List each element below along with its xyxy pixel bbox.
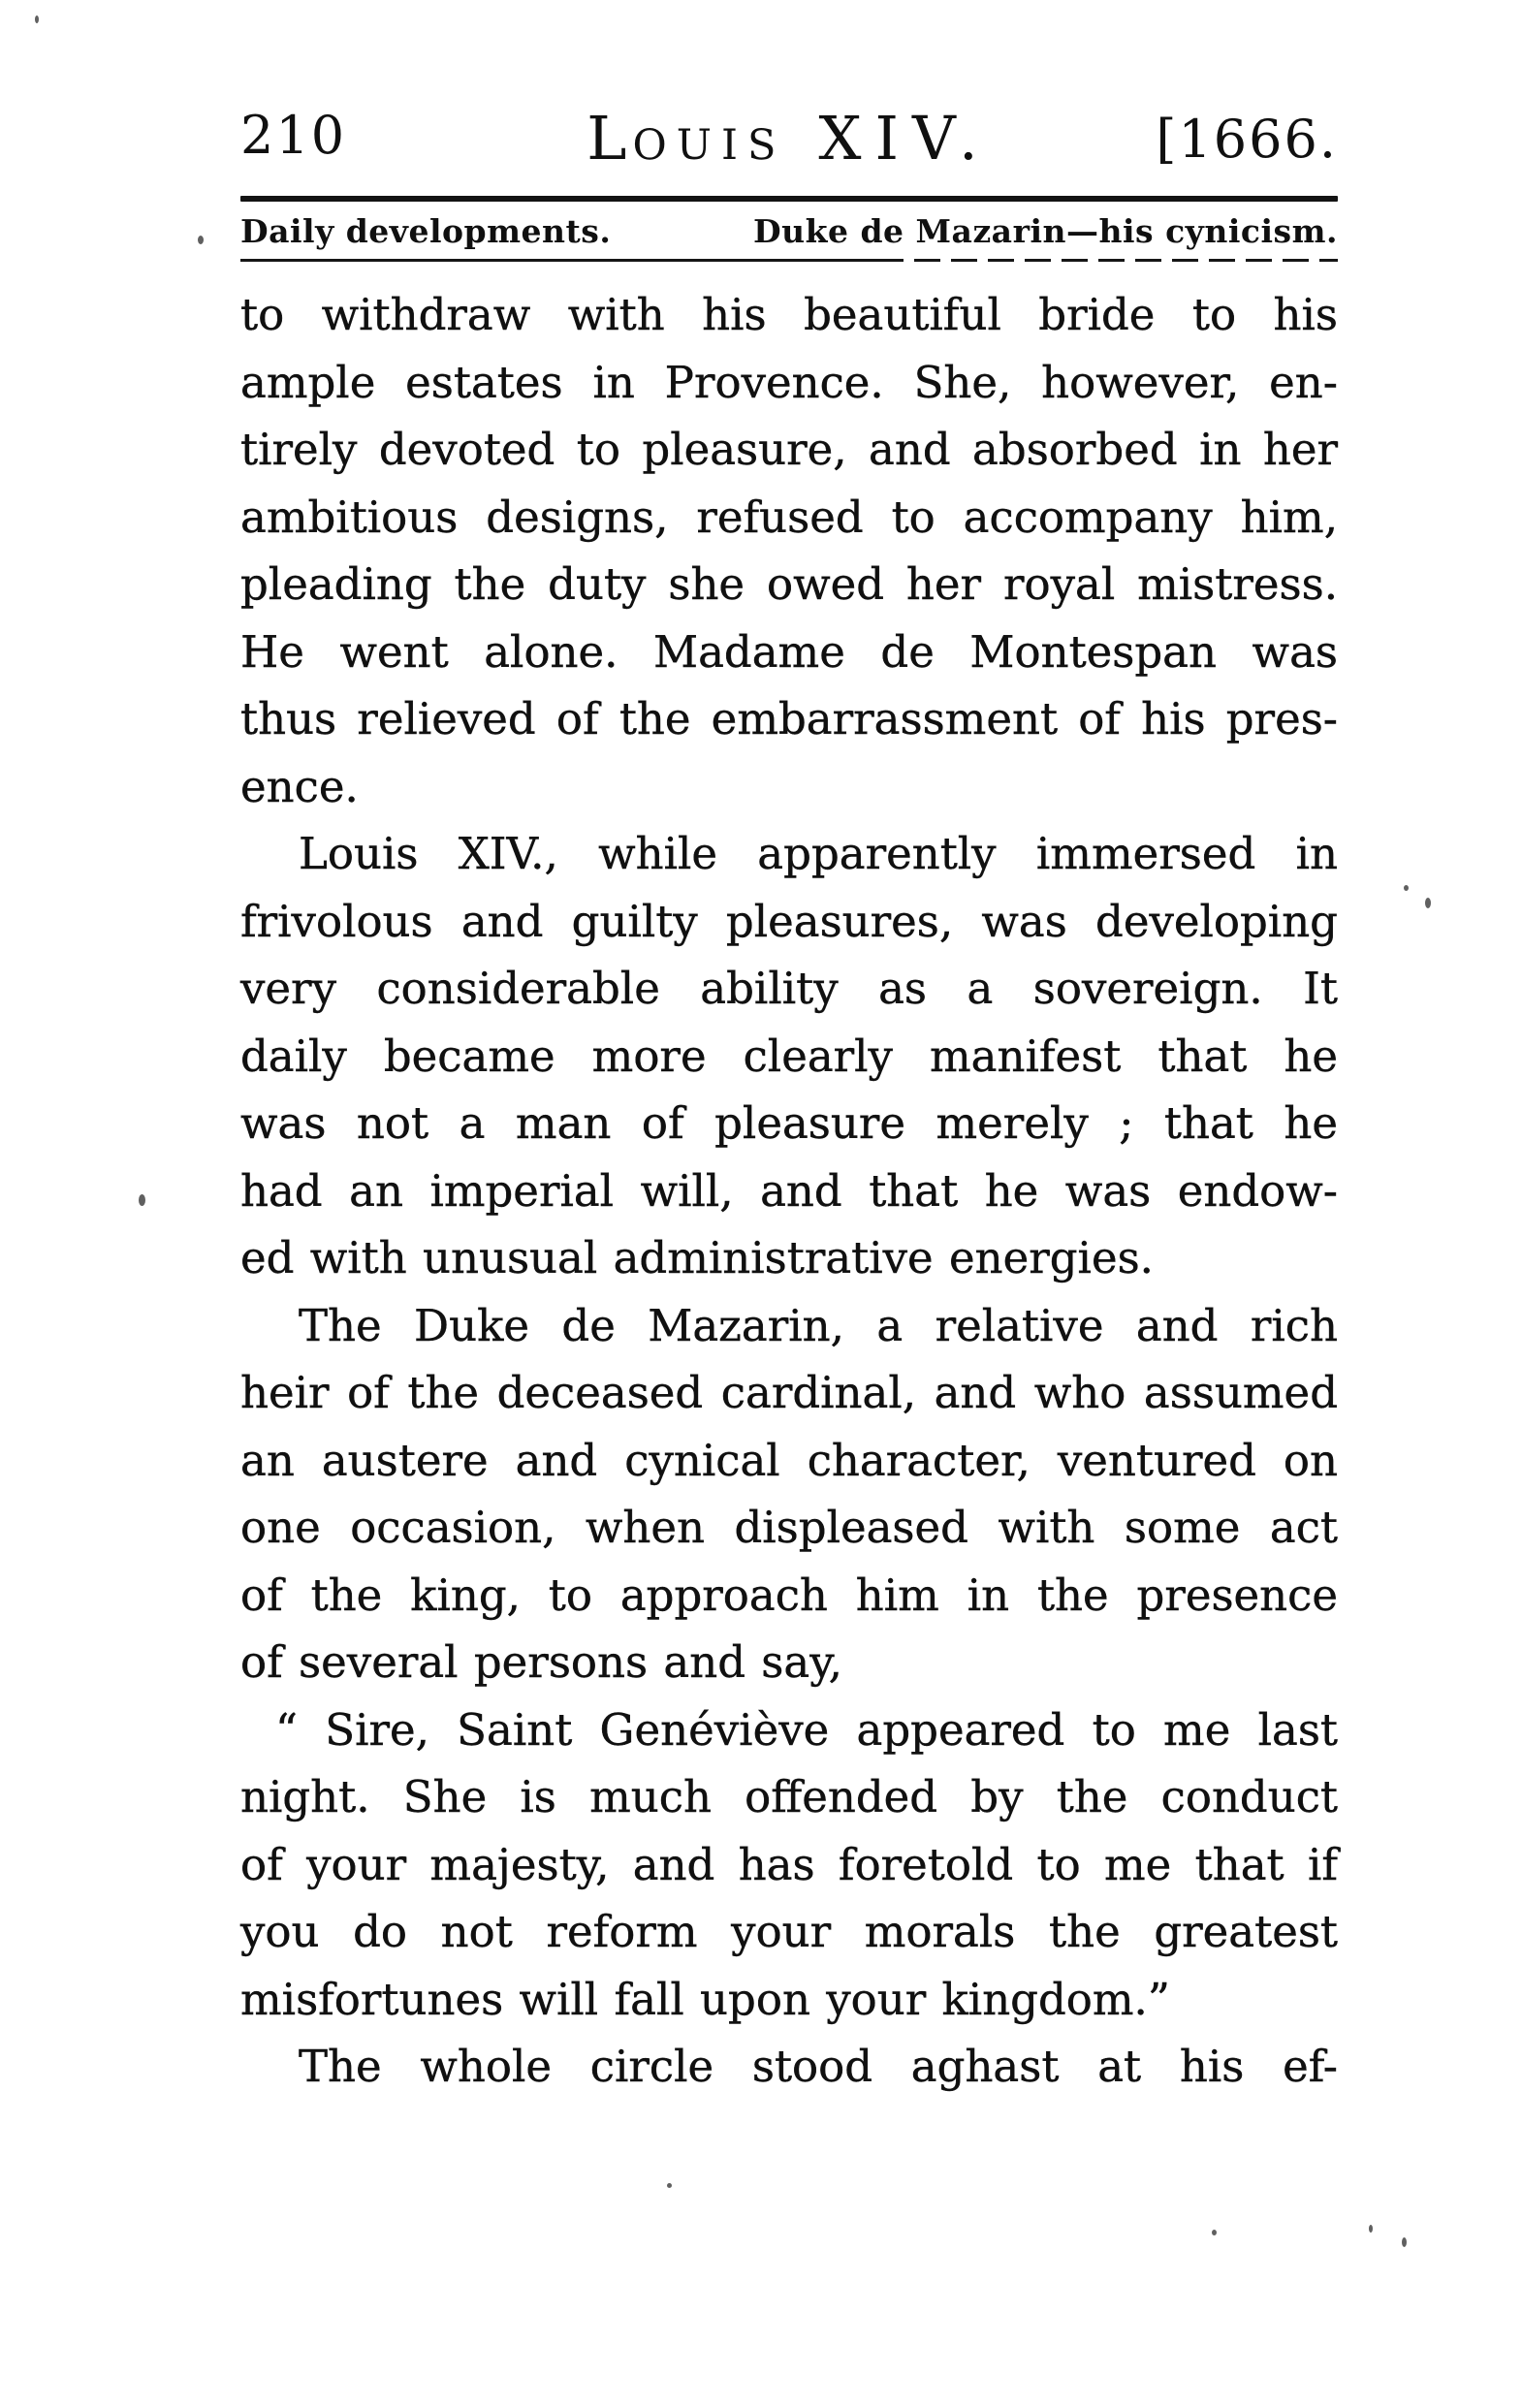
text-line: He went alone. Madame de Montespan was (240, 625, 1338, 678)
text-line: ample estates in Provence. She, however, en- (240, 356, 1338, 408)
text-line: very considerable ability as a sovereign. It (240, 963, 1338, 1014)
text-line: tirely devoted to pleasure, and absorbed in her (240, 424, 1338, 475)
body-text (240, 281, 1338, 2101)
scan-speck (35, 16, 39, 23)
text-line: daily became more clearly manifest that he (240, 1030, 1338, 1082)
text-line: night. She is much offended by the conduct (240, 1771, 1338, 1822)
text-line: had an imperial will, and that he was endow- (240, 1164, 1338, 1217)
scan-speck (1425, 898, 1431, 908)
rule-bottom-dashed-segment (877, 259, 1338, 262)
rule-top (240, 196, 1338, 202)
text-line: you do not reform your morals the greatest (240, 1906, 1338, 1957)
text-line: of the king, to approach him in the presence (240, 1568, 1338, 1621)
paragraph (240, 1696, 1338, 2034)
text-line: frivolous and guilty pleasures, was developing (240, 895, 1338, 947)
scan-speck (198, 236, 204, 244)
text-line: was not a man of pleasure merely ; that he (240, 1097, 1338, 1149)
title-initial: L (587, 103, 633, 174)
scan-speck (139, 1194, 145, 1206)
text-line: an austere and cynical character, ventured on (240, 1434, 1338, 1486)
text-line: of several persons and say, (240, 1636, 842, 1688)
text-line: one occasion, when displeased with some act (240, 1502, 1338, 1553)
running-head-left: Daily developments. (240, 212, 612, 250)
text-line: ed with unusual administrative energies. (240, 1232, 1154, 1283)
scan-speck (1212, 2230, 1217, 2235)
text-line: heir of the deceased cardinal, and who assumed (240, 1367, 1338, 1418)
scan-speck (1402, 2237, 1407, 2247)
year-label: [1666. (1156, 109, 1338, 170)
running-head-right: Duke de Mazarin—his cynicism. (753, 212, 1338, 250)
paragraph (240, 820, 1338, 1292)
text-line: to withdraw with his beautiful bride to his (240, 289, 1338, 340)
text-line: thus relieved of the embarrassment of his pres- (240, 693, 1338, 745)
text-line: ence. (240, 760, 359, 812)
paragraph (240, 1292, 1338, 1696)
paragraph (240, 281, 1338, 820)
text-line: pleading the duty she owed her royal mistress. (240, 558, 1338, 610)
rule-bottom (240, 259, 1338, 263)
text-line: The Duke de Mazarin, a relative and rich (299, 1299, 1338, 1351)
text-line: Louis XIV., while apparently immersed in (299, 828, 1338, 879)
title-small-caps: OUIS (632, 121, 786, 170)
text-line: ambitious designs, refused to accompany him, (240, 491, 1338, 543)
page-number: 210 (240, 105, 347, 166)
title-numeral: XIV. (818, 103, 992, 174)
text-line: misfortunes will fall upon your kingdom.” (240, 1973, 1170, 2025)
text-line: “ Sire, Saint Genéviève appeared to me last (275, 1703, 1338, 1756)
text-line: of your majesty, and has foretold to me that if (240, 1838, 1338, 1890)
scan-speck (1369, 2225, 1373, 2233)
rule-bottom-solid-segment (240, 259, 877, 262)
running-head (240, 212, 1338, 250)
scan-speck (667, 2183, 672, 2188)
paragraph (240, 2033, 1338, 2101)
text-line: The whole circle stood aghast at his ef- (299, 2041, 1338, 2092)
scan-speck (1404, 885, 1409, 891)
